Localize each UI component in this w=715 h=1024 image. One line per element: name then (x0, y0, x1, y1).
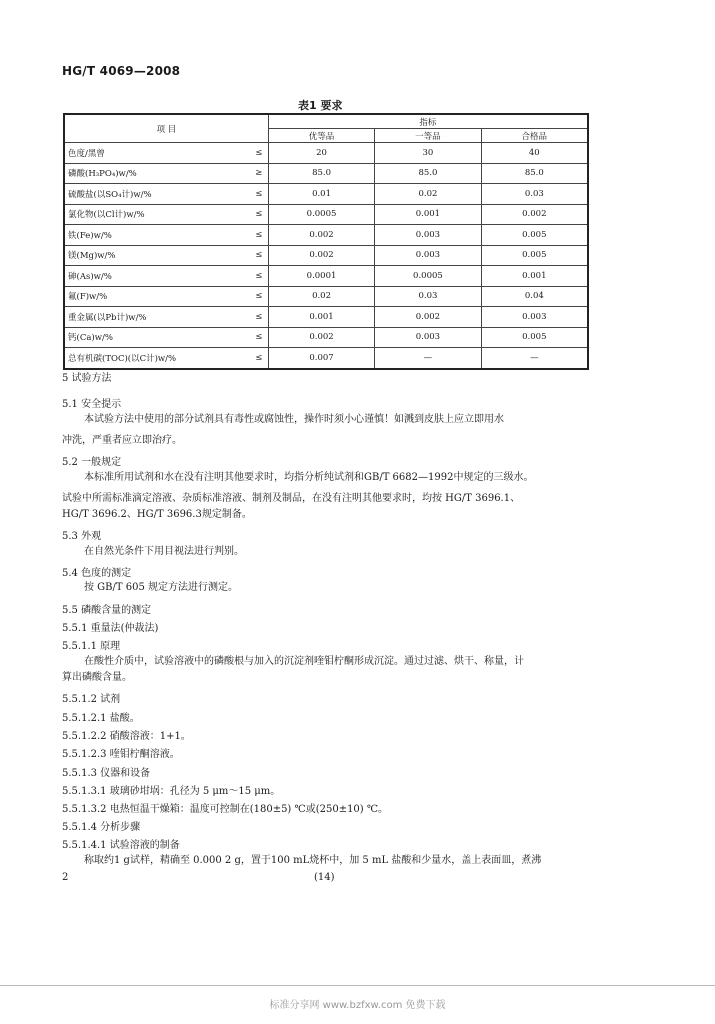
table-row (64, 266, 588, 287)
value-cell: 0.03 (481, 184, 588, 205)
table-row (64, 225, 588, 246)
item-cell: 硫酸盐(以SO₄计)w/% (64, 184, 250, 205)
section-heading: 5.5.1.3.2 电热恒温干燥箱：温度可控制在(180±5) ℃或(250±10) ℃。 (62, 804, 389, 815)
value-cell: 85.0 (481, 163, 588, 184)
value-cell: — (375, 348, 481, 369)
item-cell: 磷酸(H₃PO₄)w/% (64, 163, 250, 184)
value-cell: 0.003 (481, 307, 588, 328)
value-cell: 0.0005 (375, 266, 481, 287)
section-heading: 5.2 一般规定 (62, 457, 122, 468)
item-cell: 色度/黑曾 (64, 143, 250, 164)
item-cell: 铁(Fe)w/% (64, 225, 250, 246)
comparison-symbol: ≤ (250, 204, 268, 225)
section-heading: 5.5 磷酸含量的测定 (62, 605, 152, 616)
comparison-symbol: ≤ (250, 225, 268, 246)
value-cell: 0.001 (375, 204, 481, 225)
value-cell: 0.02 (375, 184, 481, 205)
table-row (64, 184, 588, 205)
table-caption: 表1 要求 (298, 99, 343, 112)
section-heading: 5.5.1.1 原理 (62, 641, 121, 652)
comparison-symbol: ≤ (250, 184, 268, 205)
section-heading: 5.5.1.2.3 喹钼柠酮溶液。 (62, 749, 180, 760)
value-cell: 0.002 (268, 245, 374, 266)
value-cell: 0.001 (268, 307, 374, 328)
comparison-symbol: ≥ (250, 163, 268, 184)
value-cell: 0.007 (268, 348, 374, 369)
item-header: 项 目 (64, 114, 268, 143)
value-cell: 0.002 (268, 327, 374, 348)
value-cell: 0.0005 (268, 204, 374, 225)
value-cell: 0.005 (481, 245, 588, 266)
value-cell: 0.04 (481, 286, 588, 307)
value-cell: 85.0 (375, 163, 481, 184)
value-cell: 30 (375, 143, 481, 164)
table-row (64, 327, 588, 348)
page-reference: (14) (314, 872, 335, 883)
paragraph-line: 算出磷酸含量。 (62, 672, 132, 683)
comparison-symbol: ≤ (250, 245, 268, 266)
table-row (64, 286, 588, 307)
value-cell: 0.003 (375, 327, 481, 348)
paragraph-line: 在酸性介质中，试验溶液中的磷酸根与加入的沉淀剂喹钼柠酮形成沉淀。通过过滤、烘干、称量，计 (84, 656, 524, 667)
document-header: HG/T 4069—2008 (62, 64, 181, 78)
paragraph-line: 按 GB/T 605 规定方法进行测定。 (84, 582, 238, 593)
item-cell: 总有机碳(TOC)(以C计)w/% (64, 348, 250, 369)
grade-header: 优等品 (268, 129, 374, 143)
table-row (64, 163, 588, 184)
page-number: 2 (62, 872, 69, 883)
item-cell: 氯化物(以Cl计)w/% (64, 204, 250, 225)
table-header-row (64, 114, 588, 129)
section-heading: 5.5.1.2.1 盐酸。 (62, 713, 140, 724)
item-cell: 钙(Ca)w/% (64, 327, 250, 348)
value-cell: 40 (481, 143, 588, 164)
table-row (64, 143, 588, 164)
value-cell: 0.001 (481, 266, 588, 287)
paragraph-line: 称取约1 g试样，精确至 0.000 2 g，置于100 mL烧杯中，加 5 mL 盐酸和少量水，盖上表面皿，煮沸 (84, 855, 542, 866)
requirements-table (63, 113, 589, 370)
comparison-symbol: ≤ (250, 307, 268, 328)
value-cell: 0.002 (481, 204, 588, 225)
value-cell: 0.01 (268, 184, 374, 205)
section-heading: 5.4 色度的测定 (62, 568, 132, 579)
value-cell: 0.005 (481, 327, 588, 348)
comparison-symbol: ≤ (250, 266, 268, 287)
grade-header: 合格品 (481, 129, 588, 143)
value-cell: 0.03 (375, 286, 481, 307)
section-heading: 5.5.1.3.1 玻璃砂坩埚：孔径为 5 μm～15 μm。 (62, 786, 281, 797)
value-cell: 0.003 (375, 225, 481, 246)
comparison-symbol: ≤ (250, 143, 268, 164)
paragraph-line: 试验中所需标准滴定溶液、杂质标准溶液、制剂及制品，在没有注明其他要求时，均按 HG/T 3696.1、 (62, 493, 521, 504)
section-heading: 5.5.1 重量法(仲裁法) (62, 623, 159, 634)
section-heading: 5.5.1.4.1 试验溶液的制备 (62, 840, 180, 851)
value-cell: 0.003 (375, 245, 481, 266)
value-cell: 0.02 (268, 286, 374, 307)
comparison-symbol: ≤ (250, 327, 268, 348)
table-row (64, 348, 588, 369)
comparison-symbol: ≤ (250, 348, 268, 369)
footer-divider (0, 985, 715, 986)
section-heading: 5.3 外观 (62, 531, 102, 542)
table-row (64, 307, 588, 328)
section-heading: 5.5.1.3 仪器和设备 (62, 768, 151, 779)
comparison-symbol: ≤ (250, 286, 268, 307)
section-heading: 5.5.1.4 分析步骤 (62, 822, 141, 833)
value-cell: 0.0001 (268, 266, 374, 287)
item-cell: 镁(Mg)w/% (64, 245, 250, 266)
section-heading: 5.5.1.2.2 硝酸溶液：1+1。 (62, 731, 191, 742)
paragraph-line: 本试验方法中使用的部分试剂具有毒性或腐蚀性，操作时须小心谨慎！如溅到皮肤上应立即用水 (84, 414, 504, 425)
item-cell: 氟(F)w/% (64, 286, 250, 307)
watermark-footer: 标准分享网 www.bzfxw.com 免费下载 (269, 1000, 446, 1011)
index-header: 指标 (268, 114, 588, 129)
value-cell: 0.005 (481, 225, 588, 246)
grade-header: 一等品 (375, 129, 481, 143)
value-cell: — (481, 348, 588, 369)
value-cell: 0.002 (268, 225, 374, 246)
paragraph-line: HG/T 3696.2、HG/T 3696.3规定制备。 (62, 509, 252, 520)
table-row (64, 204, 588, 225)
value-cell: 85.0 (268, 163, 374, 184)
table-row (64, 245, 588, 266)
paragraph-line: 本标准所用试剂和水在没有注明其他要求时，均指分析纯试剂和GB/T 6682—1992中规定的三级水。 (84, 472, 534, 483)
section-heading: 5.5.1.2 试剂 (62, 694, 121, 705)
paragraph-line: 在自然光条件下用目视法进行判别。 (84, 546, 244, 557)
paragraph-line: 冲洗，严重者应立即治疗。 (62, 435, 182, 446)
value-cell: 20 (268, 143, 374, 164)
item-cell: 砷(As)w/% (64, 266, 250, 287)
value-cell: 0.002 (375, 307, 481, 328)
section-heading: 5 试验方法 (62, 373, 112, 384)
item-cell: 重金属(以Pb计)w/% (64, 307, 250, 328)
section-heading: 5.1 安全提示 (62, 399, 122, 410)
